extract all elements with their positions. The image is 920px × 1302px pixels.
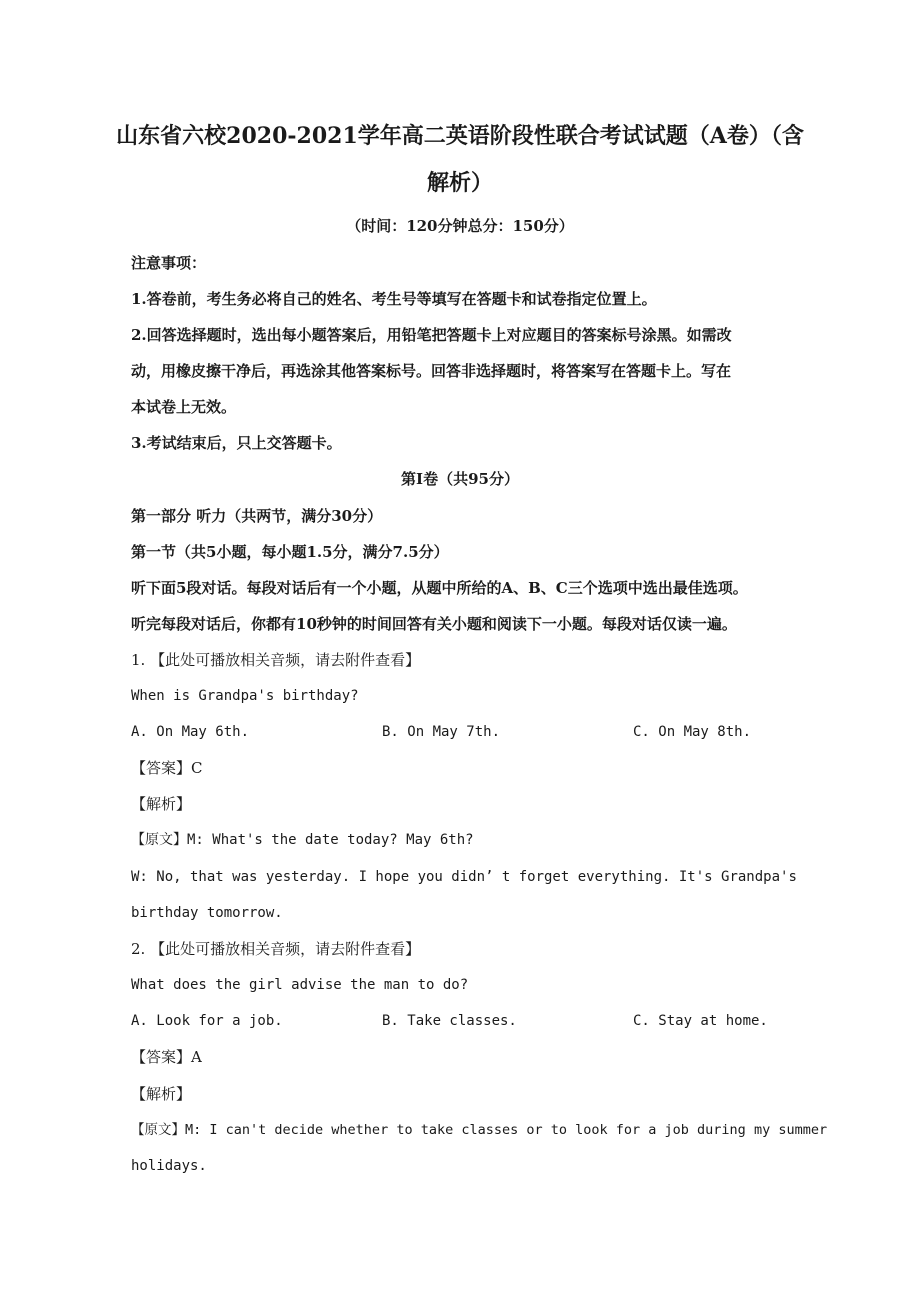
listening-instruction-line1: 听下面5段对话。每段对话后有一个小题，从题中所给的A、B、C三个选项中选出最佳选项。: [131, 579, 748, 597]
notice-item-1: 1.答卷前，考生务必将自己的姓名、考生号等填写在答题卡和试卷指定位置上。: [131, 290, 657, 308]
notice-item-2-line2: 动，用橡皮擦干净后，再选涂其他答案标号。回答非选择题时，将答案写在答题卡上。写在: [131, 362, 732, 380]
question-2-answer: 【答案】A: [131, 1048, 202, 1066]
question-2-text: What does the girl advise the man to do?: [131, 977, 469, 993]
document-title-line2: 解析）: [426, 170, 493, 196]
exam-time-info: （时间：120分钟总分：150分）: [346, 217, 574, 235]
notice-item-2-line3: 本试卷上无效。: [131, 398, 237, 416]
question-1-transcript-line1: 【原文】M: What's the date today? May 6th?: [131, 832, 474, 848]
notice-heading: 注意事项：: [131, 254, 207, 272]
question-1-analysis: 【解析】: [131, 795, 192, 813]
section1-heading: 第一节（共5小题，每小题1.5分，满分7.5分）: [131, 543, 449, 561]
question-1-option-c: C. On May 8th.: [633, 724, 752, 740]
question-2-option-a: A. Look for a job.: [131, 1013, 283, 1029]
question-1-transcript-line3: birthday tomorrow.: [131, 905, 283, 921]
listening-instruction-line2: 听完每段对话后，你都有10秒钟的时间回答有关小题和阅读下一小题。每段对话仅读一遍。: [131, 615, 737, 633]
volume-title: 第Ⅰ卷（共95分）: [401, 470, 519, 488]
document-title-line1: 山东省六校2020-2021学年高二英语阶段性联合考试试题（A卷）（含: [116, 123, 804, 149]
question-2-option-b: B. Take classes.: [382, 1013, 517, 1029]
question-1-transcript-line2: W: No, that was yesterday. I hope you didn’ t forget everything. It's Grandpa's: [131, 869, 797, 885]
question-1-option-a: A. On May 6th.: [131, 724, 250, 740]
question-2-transcript-line1: 【原文】M: I can't decide whether to take classes or to look for a job during my summer: [131, 1122, 828, 1138]
question-2-audio-label: 2. 【此处可播放相关音频，请去附件查看】: [131, 940, 421, 958]
notice-item-2-line1: 2.回答选择题时，选出每小题答案后，用铅笔把答题卡上对应题目的答案标号涂黑。如需改: [131, 326, 732, 344]
question-1-option-b: B. On May 7th.: [382, 724, 501, 740]
question-1-audio-label: 1. 【此处可播放相关音频，请去附件查看】: [131, 651, 421, 669]
part1-heading: 第一部分 听力（共两节，满分30分）: [131, 507, 383, 525]
question-2-transcript-line2: holidays.: [131, 1158, 207, 1174]
question-1-text: When is Grandpa's birthday?: [131, 688, 359, 704]
question-2-analysis: 【解析】: [131, 1085, 192, 1103]
notice-item-3: 3.考试结束后，只上交答题卡。: [131, 434, 342, 452]
question-2-option-c: C. Stay at home.: [633, 1013, 768, 1029]
question-1-answer: 【答案】C: [131, 759, 203, 777]
